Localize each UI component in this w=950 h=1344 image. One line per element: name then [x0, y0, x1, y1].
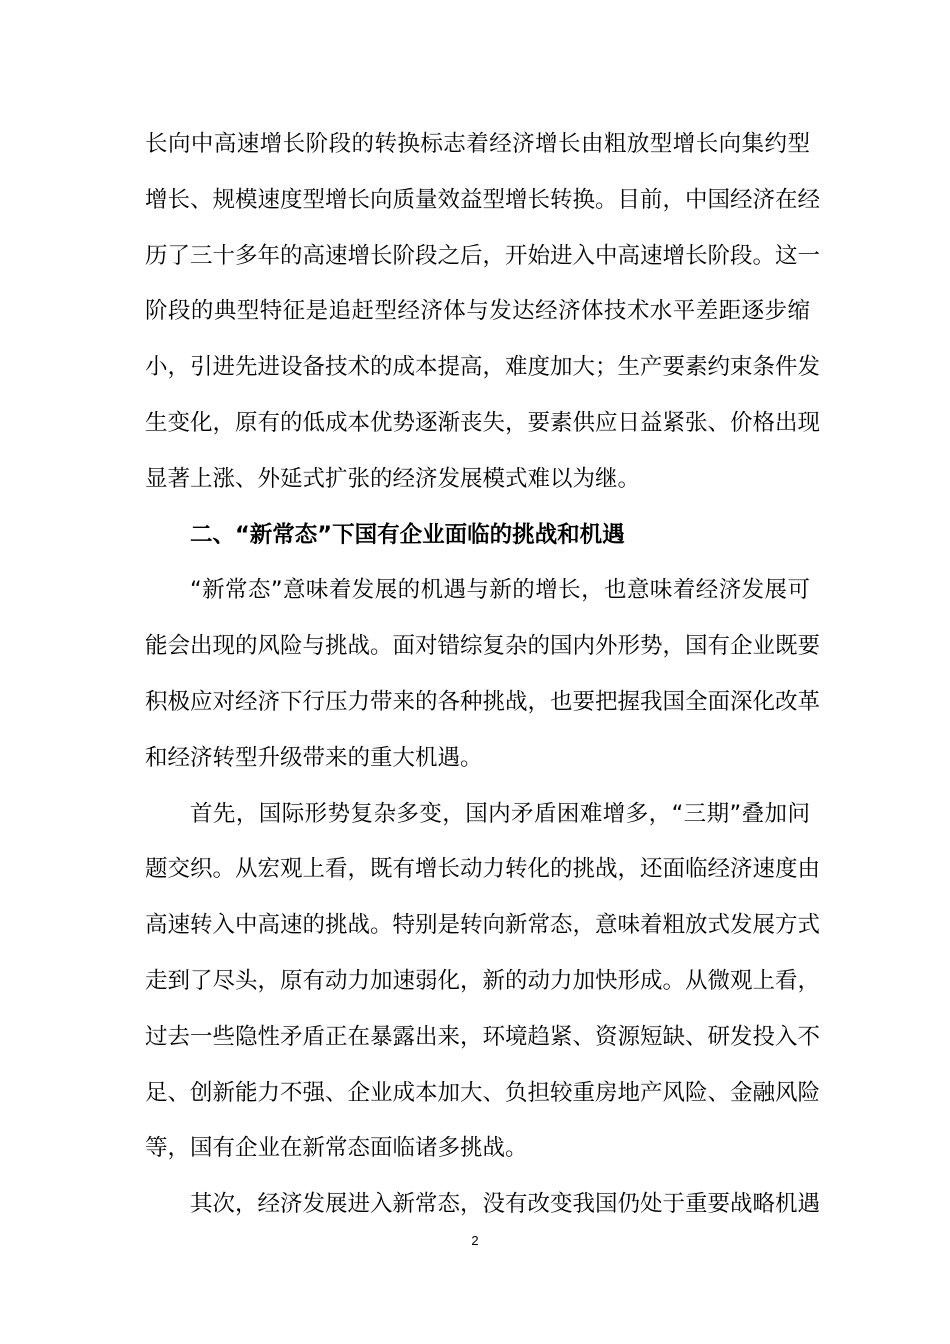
- text-line: 能会出现的风险与挑战。面对错综复杂的国内外形势，国有企业既要: [145, 633, 821, 660]
- text-line: 积极应对经济下行压力带来的各种挑战，也要把握我国全面深化改革: [145, 689, 821, 715]
- text-line: 等，国有企业在新常态面临诸多挑战。: [145, 1135, 528, 1162]
- text-line: 首先，国际形势复杂多变，国内矛盾困难增多，“三期”叠加问: [190, 800, 810, 827]
- text-line: 阶段的典型特征是追赶型经济体与发达经济体技术水平差距逐步缩: [145, 298, 810, 325]
- section-heading: 二、“新常态”下国有企业面临的挑战和机遇: [190, 521, 625, 548]
- text-line: 高速转入中高速的挑战。特别是转向新常态，意味着粗放式发展方式: [145, 912, 821, 939]
- text-line: 过去一些隐性矛盾正在暴露出来，环境趋紧、资源短缺、研发投入不: [145, 1023, 821, 1050]
- text-line: 历了三十多年的高速增长阶段之后，开始进入中高速增长阶段。这一: [145, 242, 821, 269]
- text-line: 显著上涨、外延式扩张的经济发展模式难以为继。: [145, 465, 641, 492]
- text-line: 足、创新能力不强、企业成本加大、负担较重房地产风险、金融风险: [145, 1079, 821, 1106]
- text-line: 其次，经济发展进入新常态，没有改变我国仍处于重要战略机遇: [190, 1191, 821, 1218]
- text-line: 和经济转型升级带来的重大机遇。: [145, 744, 483, 771]
- page-number: 2: [471, 1233, 479, 1248]
- text-line: 题交织。从宏观上看，既有增长动力转化的挑战，还面临经济速度由: [145, 856, 821, 883]
- text-line: 增长、规模速度型增长向质量效益型增长转换。目前，中国经济在经: [145, 186, 821, 213]
- text-line: 生变化，原有的低成本优势逐渐丧失，要素供应日益紧张、价格出现: [145, 410, 821, 436]
- text-line: 长向中高速增长阶段的转换标志着经济增长由粗放型增长向集约型: [145, 131, 810, 157]
- text-line: 走到了尽头，原有动力加速弱化，新的动力加快形成。从微观上看，: [145, 968, 821, 994]
- text-line: “新常态”意味着发展的机遇与新的增长，也意味着经济发展可: [190, 577, 810, 604]
- text-line: 小，引进先进设备技术的成本提高，难度加大；生产要素约束条件发: [145, 354, 821, 381]
